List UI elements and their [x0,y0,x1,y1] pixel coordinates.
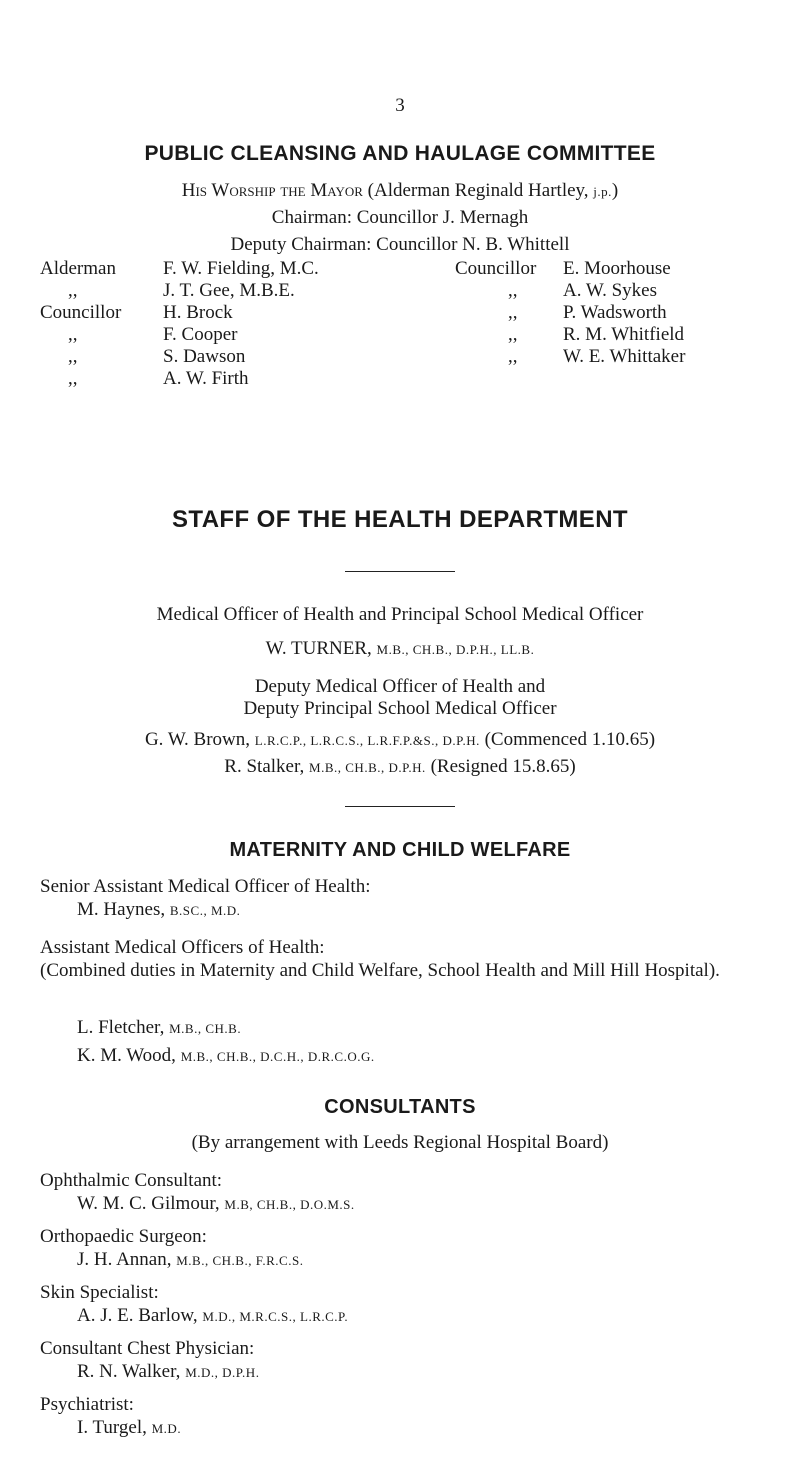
moh-line [0,638,800,661]
senior-name: M. Haynes, [77,899,170,920]
deputy-chairman-line: Deputy Chairman: Councillor N. B. Whittell [230,234,570,255]
assistant-name: L. Fletcher, [77,1017,170,1038]
member-name: E. Moorhouse [563,258,671,279]
deputy-name: R. Stalker, [224,756,310,777]
member-title: ,, [68,346,78,367]
consultant-quals: M.D., D.P.H. [185,1365,260,1380]
consultant-line [77,1305,348,1328]
member-name: F. W. Fielding, M.C. [163,258,319,279]
consultant-role: Orthopaedic Surgeon: [40,1226,207,1247]
assistant-quals: M.B., CH.B. [169,1021,242,1036]
member-title: ,, [68,280,78,301]
deputy-name: G. W. Brown, [144,729,255,750]
consultant-role: Skin Specialist: [40,1282,159,1303]
consultant-name: J. H. Annan, [77,1249,177,1270]
member-name: W. E. Whittaker [563,346,686,367]
member-title: ,, [508,346,518,367]
member-title: ,, [68,368,78,389]
mayor-suffix: ) [611,180,619,201]
deputy-line [0,756,800,779]
consultant-line [77,1361,259,1384]
consultant-role: Psychiatrist: [40,1394,134,1415]
assistant-name: K. M. Wood, [77,1045,181,1066]
deputy-note: (Commenced 1.10.65) [479,729,656,750]
staff-title: STAFF OF THE HEALTH DEPARTMENT [172,506,628,533]
member-title: ,, [68,324,78,345]
consultant-quals: M.D., M.R.C.S., L.R.C.P. [202,1309,349,1324]
divider [345,571,455,572]
member-title: ,, [508,280,518,301]
member-title: ,, [508,324,518,345]
consultant-quals: M.D. [151,1421,182,1436]
senior-label: Senior Assistant Medical Officer of Health: [40,876,371,897]
member-title: Councillor [40,302,122,323]
assistant-quals: M.B., CH.B., D.C.H., D.R.C.O.G. [180,1049,375,1064]
member-name: J. T. Gee, M.B.E. [163,280,295,301]
committee-title: PUBLIC CLEANSING AND HAULAGE COMMITTEE [144,142,656,165]
member-name: R. M. Whitfield [563,324,685,345]
moh-title: Medical Officer of Health and Principal School Medical Officer [156,604,644,625]
mayor-name: (Alderman Reginald Hartley, [362,180,594,201]
mayor-line [0,180,800,203]
member-name: P. Wadsworth [563,302,667,323]
assistants-label: Assistant Medical Officers of Health: [40,937,325,958]
page-number: 3 [395,95,405,116]
consultant-quals: M.B, CH.B., D.O.M.S. [224,1197,355,1212]
member-name: A. W. Firth [163,368,249,389]
consultants-subtitle: (By arrangement with Leeds Regional Hospital Board) [191,1132,609,1153]
assistant-line [77,1017,241,1040]
deputy-note: (Resigned 15.8.65) [425,756,576,777]
consultant-line [77,1193,355,1216]
member-title: ,, [508,302,518,323]
consultant-role: Ophthalmic Consultant: [40,1170,223,1191]
mayor-honours: j.p. [593,184,612,199]
moh-name: W. TURNER, [265,638,372,659]
senior-quals: B.SC., M.D. [169,903,241,918]
chairman-line: Chairman: Councillor J. Mernagh [271,207,529,228]
member-title: Councillor [455,258,537,279]
member-name: H. Brock [163,302,233,323]
consultant-name: I. Turgel, [77,1417,152,1438]
assistants-note: (Combined duties in Maternity and Child Welfare, School Health and Mill Hill Hospital). [40,960,720,981]
consultant-line [77,1417,181,1440]
moh-quals: M.B., CH.B., D.P.H., LL.B. [376,642,535,657]
maternity-title: MATERNITY AND CHILD WELFARE [229,839,571,861]
member-title: Alderman [40,258,116,279]
deputy-quals: L.R.C.P., L.R.C.S., L.R.F.P.&S., D.P.H. [254,733,480,748]
consultant-name: R. N. Walker, [77,1361,186,1382]
member-name: A. W. Sykes [563,280,657,301]
consultant-quals: M.B., CH.B., F.R.C.S. [176,1253,304,1268]
deputy-quals: M.B., CH.B., D.P.H. [309,760,426,775]
deputy-line [0,729,800,752]
member-name: F. Cooper [163,324,238,345]
consultant-name: W. M. C. Gilmour, [77,1193,225,1214]
divider [345,806,455,807]
consultant-role: Consultant Chest Physician: [40,1338,255,1359]
consultants-title: CONSULTANTS [324,1096,476,1118]
deputy-title-1: Deputy Medical Officer of Health and [254,676,546,697]
mayor-prefix: His Worship the Mayor [181,180,363,201]
consultant-name: A. J. E. Barlow, [77,1305,203,1326]
assistant-line [77,1045,375,1068]
deputy-title-2: Deputy Principal School Medical Officer [243,698,557,719]
senior-line [77,899,240,922]
consultant-line [77,1249,303,1272]
member-name: S. Dawson [163,346,246,367]
